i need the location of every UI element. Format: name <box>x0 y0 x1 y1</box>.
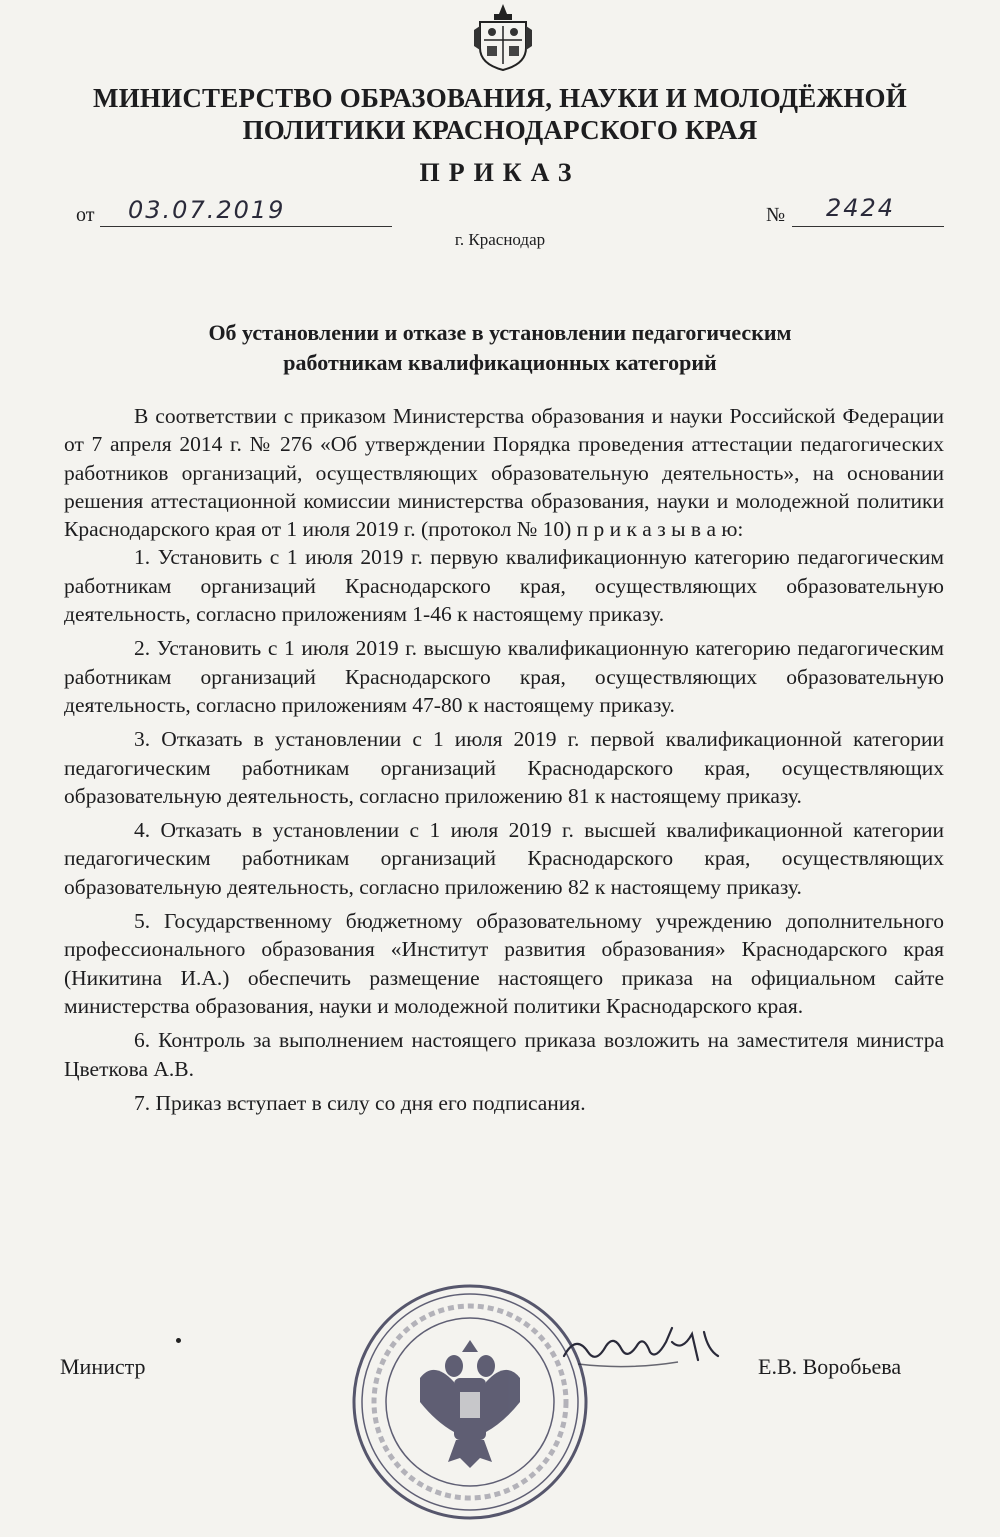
date-label: от <box>76 204 95 226</box>
preamble: В соответствии с приказом Министерства образования и науки Российской Федерации от 7 апреля 2014 г. № 276 «Об утверждении Порядка проведения аттестации педагогических работников организаций, осуществляющих образовательную деятельность», на основании решения аттестационной комиссии министерства образования, науки и молодежной политики Краснодарского края от 1 июля 2019 г. (протокол № 10) п р и к а з ы в а ю: <box>64 404 944 542</box>
order-item-4: 4. Отказать в установлении с 1 июля 2019 г. высшей квалификационной категории педагогическим работникам организаций Краснодарского края, осуществляющих образовательную деятельность, согласно приложению 82 к настоящему приказу. <box>64 818 944 899</box>
order-item-6: 6. Контроль за выполнением настоящего приказа возложить на заместителя министра Цветкова А.В. <box>64 1028 944 1081</box>
subject-line-2: работникам квалификационных категорий <box>283 350 717 375</box>
regional-coat-of-arms-icon <box>472 0 534 72</box>
number-value: 2424 <box>826 194 896 222</box>
order-item-7: 7. Приказ вступает в силу со дня его подписания. <box>134 1090 586 1115</box>
handwritten-signature <box>558 1316 728 1376</box>
ministry-line-2: ПОЛИТИКИ КРАСНОДАРСКОГО КРАЯ <box>242 115 758 145</box>
ink-dot <box>176 1338 181 1343</box>
signer-name: Е.В. Воробьева <box>758 1354 902 1379</box>
order-body <box>64 402 944 1117</box>
order-item-1: 1. Установить с 1 июля 2019 г. первую квалификационную категорию педагогическим работникам организаций Краснодарского края, осуществляющих образовательную деятельность, согласно приложениям 1-46 к настоящему приказу. <box>64 545 944 627</box>
ministry-line-1: МИНИСТЕРСТВО ОБРАЗОВАНИЯ, НАУКИ И МОЛОДЁЖНОЙ <box>93 83 907 113</box>
order-subject <box>0 318 1000 378</box>
number-underline <box>792 226 944 227</box>
order-title: ПРИКАЗ <box>419 158 581 187</box>
order-item-5: 5. Государственному бюджетному образовательному учреждению дополнительного профессионального образования «Институт развития образования» Краснодарского края (Никитина И.А.) обеспечить размещение настоящего приказа на официальном сайте министерства образования, науки и молодежной политики Краснодарского края. <box>64 909 944 1018</box>
official-seal-icon <box>350 1282 590 1522</box>
ministry-name <box>0 82 1000 146</box>
date-value: 03.07.2019 <box>128 196 286 224</box>
subject-line-1: Об установлении и отказе в установлении педагогическим <box>208 320 792 345</box>
number-label: № <box>766 204 786 226</box>
city: г. Краснодар <box>454 230 546 249</box>
order-item-2: 2. Установить с 1 июля 2019 г. высшую квалификационную категорию педагогическим работникам организаций Краснодарского края, осуществляющих образовательную деятельность, согласно приложениям 47-80 к настоящему приказу. <box>64 636 944 717</box>
date-underline <box>100 226 392 227</box>
signer-position: Министр <box>60 1354 146 1379</box>
order-item-3: 3. Отказать в установлении с 1 июля 2019 г. первой квалификационной категории педагогическим работникам организаций Краснодарского края, осуществляющих образовательную деятельность, согласно приложению 81 к настоящему приказу. <box>64 727 944 808</box>
